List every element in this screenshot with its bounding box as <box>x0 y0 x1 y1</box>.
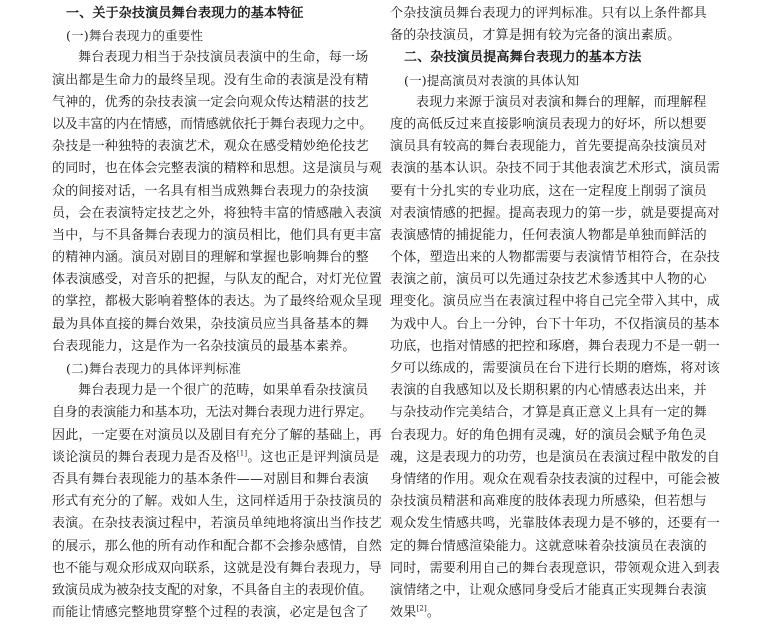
text-line: 表现力来源于演员对表演和舞台的理解，而理解程 <box>416 94 707 110</box>
citation-ref-1: [1] <box>236 449 248 458</box>
text-line: 表演。在杂技表演过程中，若演员单纯地将演出当作技艺 <box>52 516 383 532</box>
text-line: 演出都是生命力的最终呈现。没有生命的表演是没有精 <box>52 72 369 88</box>
text-line: 要有十分扎实的专业功底，这在一定程度上削弱了演员 <box>390 183 707 199</box>
text-line: 魂，这是表现力的功劳，也是演员在表演过程中散发的自 <box>390 449 721 465</box>
text-line: 的同时，也在体会完整表演的精粹和思想。这是演员与观 <box>52 161 383 177</box>
text-line: 表演的基本认识。杂技不同于其他表演艺术形式，演员需 <box>390 161 721 177</box>
right-column <box>390 3 721 624</box>
text-line: 气神的，优秀的杂技表演一定会向观众传达精湛的技艺 <box>52 94 369 110</box>
text-line: 以及丰富的内在情感，而情感就依托于舞台表现力之中。 <box>52 116 373 132</box>
text-line: 同时，需要利用自己的舞台表现意识，带领观众进入到表 <box>390 560 721 576</box>
text-line: 身情绪的作用。观众在观看杂技表演的过程中，可能会被 <box>390 471 721 487</box>
text-line: 最为具体直接的舞台效果，杂技演员应当具备基本的舞 <box>52 316 369 332</box>
section-heading-1: 一、关于杂技演员舞台表现力的基本特征 <box>66 6 304 21</box>
text-line: 的精神内涵。演员对剧目的理解和掌握也影响舞台的整 <box>52 250 369 266</box>
text-line: 与杂技动作完美结合，才算是真正意义上具有一定的舞 <box>390 405 707 421</box>
text-line: 众的间接对话，一名具有相当成熟舞台表现力的杂技演 <box>52 183 369 199</box>
text-fragment: 效果 <box>390 605 417 621</box>
text-line: 否具有舞台表现能力的基本条件——对剧目和舞台表演 <box>52 471 369 487</box>
text-line: 而能让情感完整地贯穿整个过程的表演，必定是包含了 <box>52 605 369 621</box>
paragraph-importance <box>52 47 383 358</box>
text-line: 表演感情的捕捉能力，任何表演人物都是单独而鲜活的 <box>390 227 707 243</box>
text-line: 台表现力。好的角色拥有灵魂，好的演员会赋予角色灵 <box>390 427 707 443</box>
text-fragment: 。这也正是评判演员是 <box>247 449 380 465</box>
subheading-criteria: (二)舞台表现力的具体评判标准 <box>66 361 242 376</box>
text-line: 功底，也指对情感的把控和琢磨，舞台表现力不是一朝一 <box>390 338 721 354</box>
section-heading-2: 二、杂技演员提高舞台表现力的基本方法 <box>404 50 642 66</box>
text-line: 形式有充分的了解。戏如人生，这同样适用于杂技演员的 <box>52 494 383 510</box>
text-line: 定的舞台情感渲染能力。这就意味着杂技演员在表演的 <box>390 538 707 554</box>
text-line: 杂技是一种独特的表演艺术，观众在感受精妙绝伦技艺 <box>52 139 369 155</box>
text-line: 表演之前，演员可以先通过杂技艺术参透其中人物的心 <box>390 272 707 288</box>
text-line: 观众发生情感共鸣，光靠肢体表现力是不够的，还要有一 <box>390 516 721 532</box>
paragraph-continuation <box>390 3 716 47</box>
citation-ref-2: [2] <box>416 604 427 613</box>
text-line: 表演的自我感知以及长期积累的内心情感表达出来，并 <box>390 383 707 399</box>
left-column <box>52 3 383 624</box>
text-line: 体表演感受，对音乐的把握，与队友的配合，对灯光位置 <box>52 272 383 288</box>
text-line <box>52 447 380 469</box>
subheading-importance: (一)舞台表现力的重要性 <box>66 28 204 44</box>
text-line: 度的高低反过来直接影响演员表现力的好坏，所以想要 <box>390 116 707 132</box>
paragraph-cognition <box>390 92 721 624</box>
text-line: 对表演情感的把握。提高表现力的第一步，就是要提高对 <box>390 205 721 221</box>
text-line: 的掌控，都极大影响着整体的表达。为了最终给观众呈现 <box>52 294 383 310</box>
text-fragment: 。 <box>426 605 441 621</box>
text-line: 致演员成为被杂技支配的对象，不具备自主的表现价值。 <box>52 582 373 598</box>
text-line: 自身的表演能力和基本功，无法对舞台表现力进行界定。 <box>52 405 373 421</box>
text-line: 夕可以练成的，需要演员在台下进行长期的磨炼，将对该 <box>390 361 721 376</box>
text-line: 当中，与不具备舞台表现力的演员相比，他们具有更丰富 <box>52 227 383 243</box>
subheading-cognition: (一)提高演员对表演的具体认知 <box>404 72 580 88</box>
paragraph-criteria <box>52 380 383 624</box>
text-line: 演情绪之中，让观众感同身受后才能真正实现舞台表演 <box>390 582 707 598</box>
text-line: 也不能与观众形成双向联系，这就是没有舞台表现力，导 <box>52 560 383 576</box>
text-fragment: 谈论演员的舞台表现力是否及格 <box>52 449 237 465</box>
text-line: 的展示，那么他的所有动作和配合都不会掺杂感情，自然 <box>52 538 383 554</box>
text-line: 因此，一定要在对演员以及剧目有充分了解的基础上，再 <box>52 427 383 443</box>
text-line: 个杂技演员舞台表现力的评判标准。只有以上条件都具 <box>390 6 707 21</box>
text-line: 演员具有较高的舞台表现能力，首先要提高杂技演员对 <box>390 139 707 155</box>
text-line: 杂技演员精湛和高难度的肢体表现力所感染，但若想与 <box>390 494 707 510</box>
text-line: 台表现能力，这是作为一名杂技演员的最基本素养。 <box>52 338 356 354</box>
text-line: 员，会在表演特定技艺之外，将独特丰富的情感融入表演 <box>52 205 383 221</box>
text-line: 舞台表现力是一个很广的范畴，如果单看杂技演员 <box>78 383 369 399</box>
text-line: 理变化。演员应当在表演过程中将自己完全带入其中，成 <box>390 294 721 310</box>
text-line: 个体，塑造出来的人物都需要与表演情节相符合，在杂技 <box>390 250 721 266</box>
text-line <box>390 602 716 624</box>
text-line: 为戏中人。台上一分钟，台下十年功，不仅指演员的基本 <box>390 316 721 332</box>
text-line: 备的杂技演员，才算是拥有较为完备的演出素质。 <box>390 28 681 44</box>
text-line: 舞台表现力相当于杂技演员表演中的生命，每一场 <box>78 50 369 66</box>
